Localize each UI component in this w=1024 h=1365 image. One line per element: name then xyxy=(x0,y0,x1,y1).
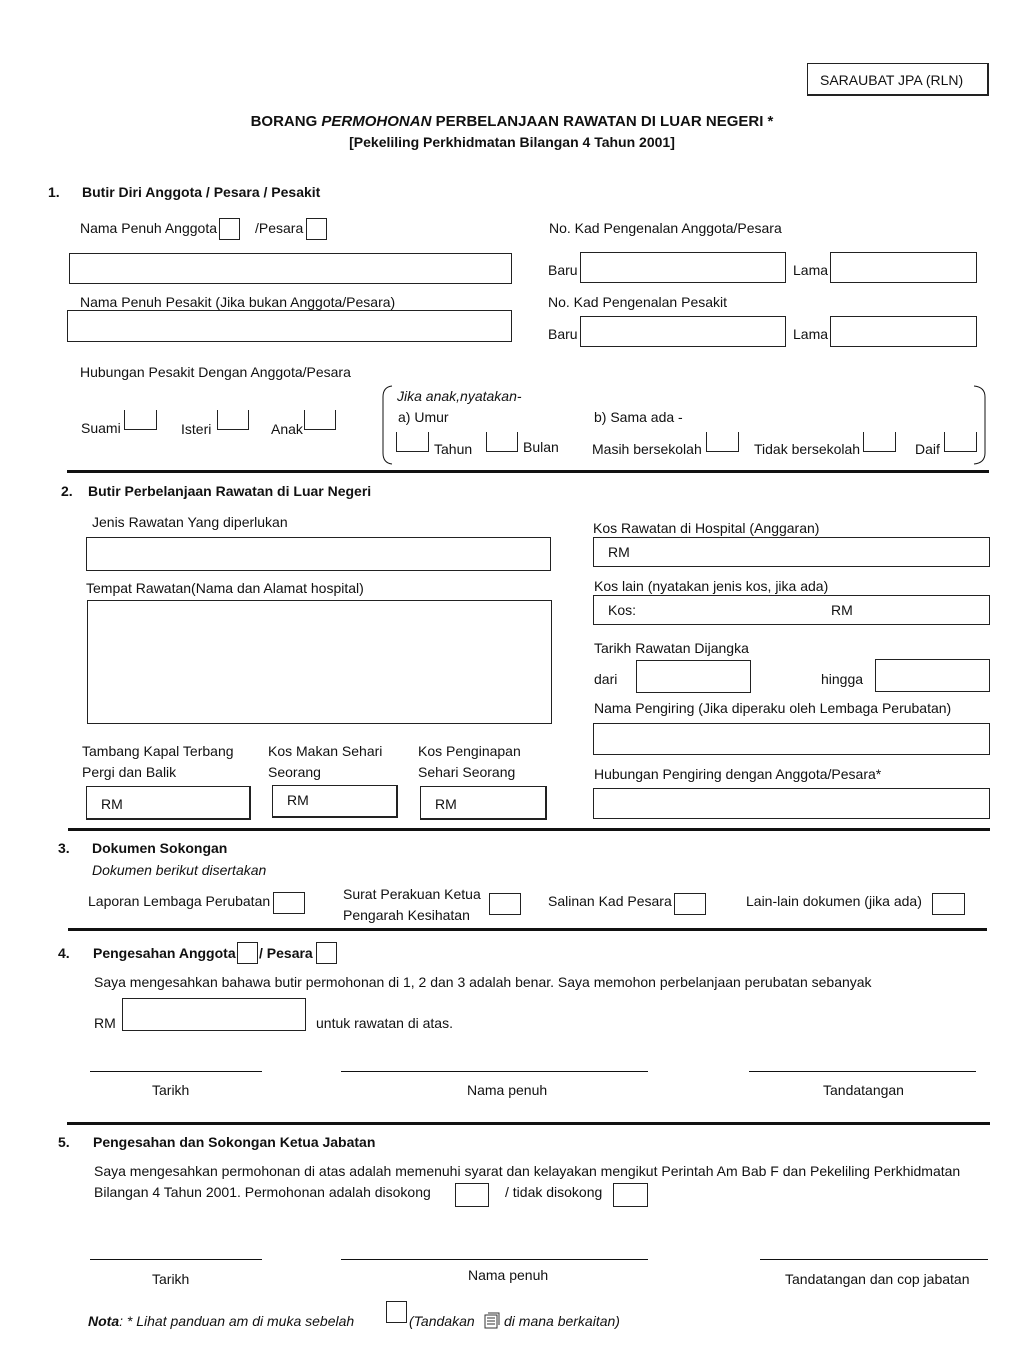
label-suami: Suami xyxy=(81,420,121,436)
checkbox-disokong[interactable] xyxy=(455,1183,489,1207)
input-kp-pesakit-lama[interactable] xyxy=(830,316,977,347)
label-makan-1: Kos Makan Sehari xyxy=(268,743,383,759)
checkbox-anggota[interactable] xyxy=(219,218,240,240)
form-subtitle: [Pekeliling Perkhidmatan Bilangan 4 Tahun 2001] xyxy=(349,134,675,150)
checkbox-anak[interactable] xyxy=(304,410,336,430)
rm-kos-hospital: RM xyxy=(608,544,630,560)
rm-kos-penginapan: RM xyxy=(435,796,457,812)
label-kos-lain: Kos lain (nyatakan jenis kos, jika ada) xyxy=(594,578,829,594)
left-brace xyxy=(380,385,394,465)
input-tarikh-dari[interactable] xyxy=(636,660,751,693)
nota-tandakan: (Tandakan xyxy=(409,1313,475,1329)
label-surat-2: Pengarah Kesihatan xyxy=(343,907,470,923)
label-laporan: Laporan Lembaga Perubatan xyxy=(88,893,271,909)
checkbox-salinan[interactable] xyxy=(674,893,706,915)
title-part-a: BORANG xyxy=(250,113,322,130)
label-surat-1: Surat Perakuan Ketua xyxy=(343,886,481,902)
section-4-number: 4. xyxy=(58,945,70,961)
checkbox-tidak-bersekolah[interactable] xyxy=(863,432,896,452)
label-penginapan-1: Kos Penginapan xyxy=(418,743,521,759)
section-4-title-anggota: Pengesahan Anggota xyxy=(93,945,236,961)
nota-checkbox-sample xyxy=(386,1301,407,1323)
label-hubungan: Hubungan Pesakit Dengan Anggota/Pesara xyxy=(80,364,351,380)
rm-tambang: RM xyxy=(101,796,123,812)
input-hubungan-pengiring[interactable] xyxy=(593,788,990,819)
section-1-title: Butir Diri Anggota / Pesara / Pesakit xyxy=(82,184,321,200)
label-nama-penuh: Nama penuh xyxy=(467,1082,548,1098)
section-2-title: Butir Perbelanjaan Rawatan di Luar Negeri xyxy=(88,483,372,499)
label-salinan: Salinan Kad Pesara xyxy=(548,893,672,909)
input-tarikh-hingga[interactable] xyxy=(875,659,990,692)
checkbox-pengesahan-anggota[interactable] xyxy=(237,942,258,964)
label-tidak-disokong: / tidak disokong xyxy=(505,1184,603,1200)
label-tarikh-rawatan: Tarikh Rawatan Dijangka xyxy=(594,640,749,656)
signature-line-tarikh xyxy=(90,1071,262,1072)
label-bulan: Bulan xyxy=(523,439,559,455)
section-divider xyxy=(68,928,987,931)
label-baru: Baru xyxy=(548,262,578,278)
label-tandatangan: Tandatangan xyxy=(823,1082,904,1098)
label-daif: Daif xyxy=(915,441,940,457)
section-5-number: 5. xyxy=(58,1134,70,1150)
label-jenis-rawatan: Jenis Rawatan Yang diperlukan xyxy=(92,514,288,530)
input-kos-makan[interactable] xyxy=(272,785,398,818)
label-hingga: hingga xyxy=(821,671,864,687)
checkbox-suami[interactable] xyxy=(124,410,157,430)
input-amount[interactable] xyxy=(122,998,306,1031)
signature-line-nama xyxy=(341,1259,648,1260)
label-nama-penuh-jabatan: Nama penuh xyxy=(468,1267,549,1283)
label-makan-2: Seorang xyxy=(268,764,321,780)
label-lama-pesakit: Lama xyxy=(793,326,829,342)
checkbox-laporan[interactable] xyxy=(273,892,305,914)
checkbox-isteri[interactable] xyxy=(217,410,249,430)
nota-di-mana: di mana berkaitan) xyxy=(504,1313,620,1329)
section-divider xyxy=(68,828,990,831)
checkbox-pesara[interactable] xyxy=(306,218,327,240)
nota-label: Nota xyxy=(88,1313,120,1329)
input-kos-lain[interactable] xyxy=(593,595,990,625)
checkbox-surat[interactable] xyxy=(489,893,521,915)
signature-line-tandatangan xyxy=(760,1259,988,1260)
label-kos-hospital: Kos Rawatan di Hospital (Anggaran) xyxy=(593,520,820,536)
checkbox-masih-bersekolah[interactable] xyxy=(706,432,739,452)
signature-line-tandatangan xyxy=(749,1071,976,1072)
label-penginapan-2: Sehari Seorang xyxy=(418,764,516,780)
right-brace xyxy=(972,385,988,465)
section-3-title: Dokumen Sokongan xyxy=(92,840,228,856)
label-tambang-2: Pergi dan Balik xyxy=(82,764,177,780)
checkmark-icon xyxy=(483,1312,501,1330)
label-jika-anak: Jika anak,nyatakan- xyxy=(397,388,522,404)
title-part-c: PERBELANJAAN RAWATAN DI LUAR NEGERI * xyxy=(431,113,774,130)
label-rm-amount: RM xyxy=(94,1015,116,1031)
section-1-number: 1. xyxy=(48,184,60,200)
label-baru-pesakit: Baru xyxy=(548,326,578,342)
section-4-title-pesara: / Pesara xyxy=(259,945,313,961)
label-sama-ada: b) Sama ada - xyxy=(594,409,683,425)
section-5-text-1: Saya mengesahkan permohonan di atas adalah memenuhi syarat dan kelayakan mengikut Perintah Am Bab F dan Pekeliling Perkhidmatan xyxy=(94,1163,961,1179)
nota-text: : * Lihat panduan am di muka sebelah xyxy=(119,1313,355,1329)
section-3-number: 3. xyxy=(58,840,70,856)
input-nama-pengiring[interactable] xyxy=(593,723,990,755)
label-tarikh: Tarikh xyxy=(152,1082,190,1098)
section-5-title: Pengesahan dan Sokongan Ketua Jabatan xyxy=(93,1134,376,1150)
form-code-box xyxy=(807,63,989,96)
label-tempat-rawatan: Tempat Rawatan(Nama dan Alamat hospital) xyxy=(86,580,364,596)
label-tarikh-jabatan: Tarikh xyxy=(152,1271,190,1287)
section-3-subtitle: Dokumen berikut disertakan xyxy=(92,862,267,878)
input-nama-pesakit[interactable] xyxy=(67,310,512,342)
rm-kos-lain: RM xyxy=(831,602,853,618)
label-pesara: /Pesara xyxy=(255,220,304,236)
label-umur: a) Umur xyxy=(398,409,449,425)
label-tambang-1: Tambang Kapal Terbang xyxy=(82,743,234,759)
input-kp-lama[interactable] xyxy=(830,252,977,283)
checkbox-umur-bulan[interactable] xyxy=(486,432,518,452)
label-anak: Anak xyxy=(271,421,303,437)
label-no-kp-pesakit: No. Kad Pengenalan Pesakit xyxy=(548,294,728,310)
checkbox-umur-tahun[interactable] xyxy=(396,432,429,452)
section-divider xyxy=(67,1122,990,1125)
form-code: SARAUBAT JPA (RLN) xyxy=(820,72,964,88)
signature-line-tarikh xyxy=(90,1259,262,1260)
label-no-kp: No. Kad Pengenalan Anggota/Pesara xyxy=(549,220,782,236)
input-kos-penginapan[interactable] xyxy=(420,786,547,820)
label-nama-pengiring: Nama Pengiring (Jika diperaku oleh Lembaga Perubatan) xyxy=(594,700,952,716)
input-nama-anggota[interactable] xyxy=(69,253,512,284)
label-untuk-rawatan: untuk rawatan di atas. xyxy=(316,1015,453,1031)
label-tandatangan-cop: Tandatangan dan cop jabatan xyxy=(785,1271,970,1287)
section-divider xyxy=(67,470,989,473)
input-tambang[interactable] xyxy=(86,786,251,820)
label-lama: Lama xyxy=(793,262,829,278)
section-2-number: 2. xyxy=(61,483,73,499)
checkbox-tidak-disokong[interactable] xyxy=(613,1183,648,1207)
label-lain-lain: Lain-lain dokumen (jika ada) xyxy=(746,893,922,909)
label-dari: dari xyxy=(594,671,618,687)
label-nama-pesakit: Nama Penuh Pesakit (Jika bukan Anggota/Pesara) xyxy=(80,294,396,310)
label-isteri: Isteri xyxy=(181,421,212,437)
label-masih-bersekolah: Masih bersekolah xyxy=(592,441,702,457)
input-tempat-rawatan[interactable] xyxy=(87,600,552,724)
label-nama-anggota: Nama Penuh Anggota xyxy=(80,220,217,236)
input-kos-hospital[interactable] xyxy=(593,537,990,567)
signature-line-nama xyxy=(341,1071,648,1072)
input-kp-baru[interactable] xyxy=(580,252,786,283)
section-4-text: Saya mengesahkan bahawa butir permohonan di 1, 2 dan 3 adalah benar. Saya memohon perbelanjaan perubatan sebanyak xyxy=(94,974,872,990)
section-5-text-2: Bilangan 4 Tahun 2001. Permohonan adalah disokong xyxy=(94,1184,431,1200)
nota-line xyxy=(88,1313,354,1329)
title-part-b: PERMOHONAN xyxy=(321,113,432,130)
label-tahun: Tahun xyxy=(434,441,473,457)
label-kos: Kos: xyxy=(608,602,637,618)
rm-kos-makan: RM xyxy=(287,792,309,808)
form-title xyxy=(0,113,1024,130)
input-kp-pesakit-baru[interactable] xyxy=(580,316,786,347)
label-tidak-bersekolah: Tidak bersekolah xyxy=(754,441,861,457)
checkbox-pengesahan-pesara[interactable] xyxy=(316,942,337,964)
input-jenis-rawatan[interactable] xyxy=(86,537,551,571)
label-hubungan-pengiring: Hubungan Pengiring dengan Anggota/Pesara* xyxy=(594,766,882,782)
checkbox-lain-lain[interactable] xyxy=(932,893,965,915)
